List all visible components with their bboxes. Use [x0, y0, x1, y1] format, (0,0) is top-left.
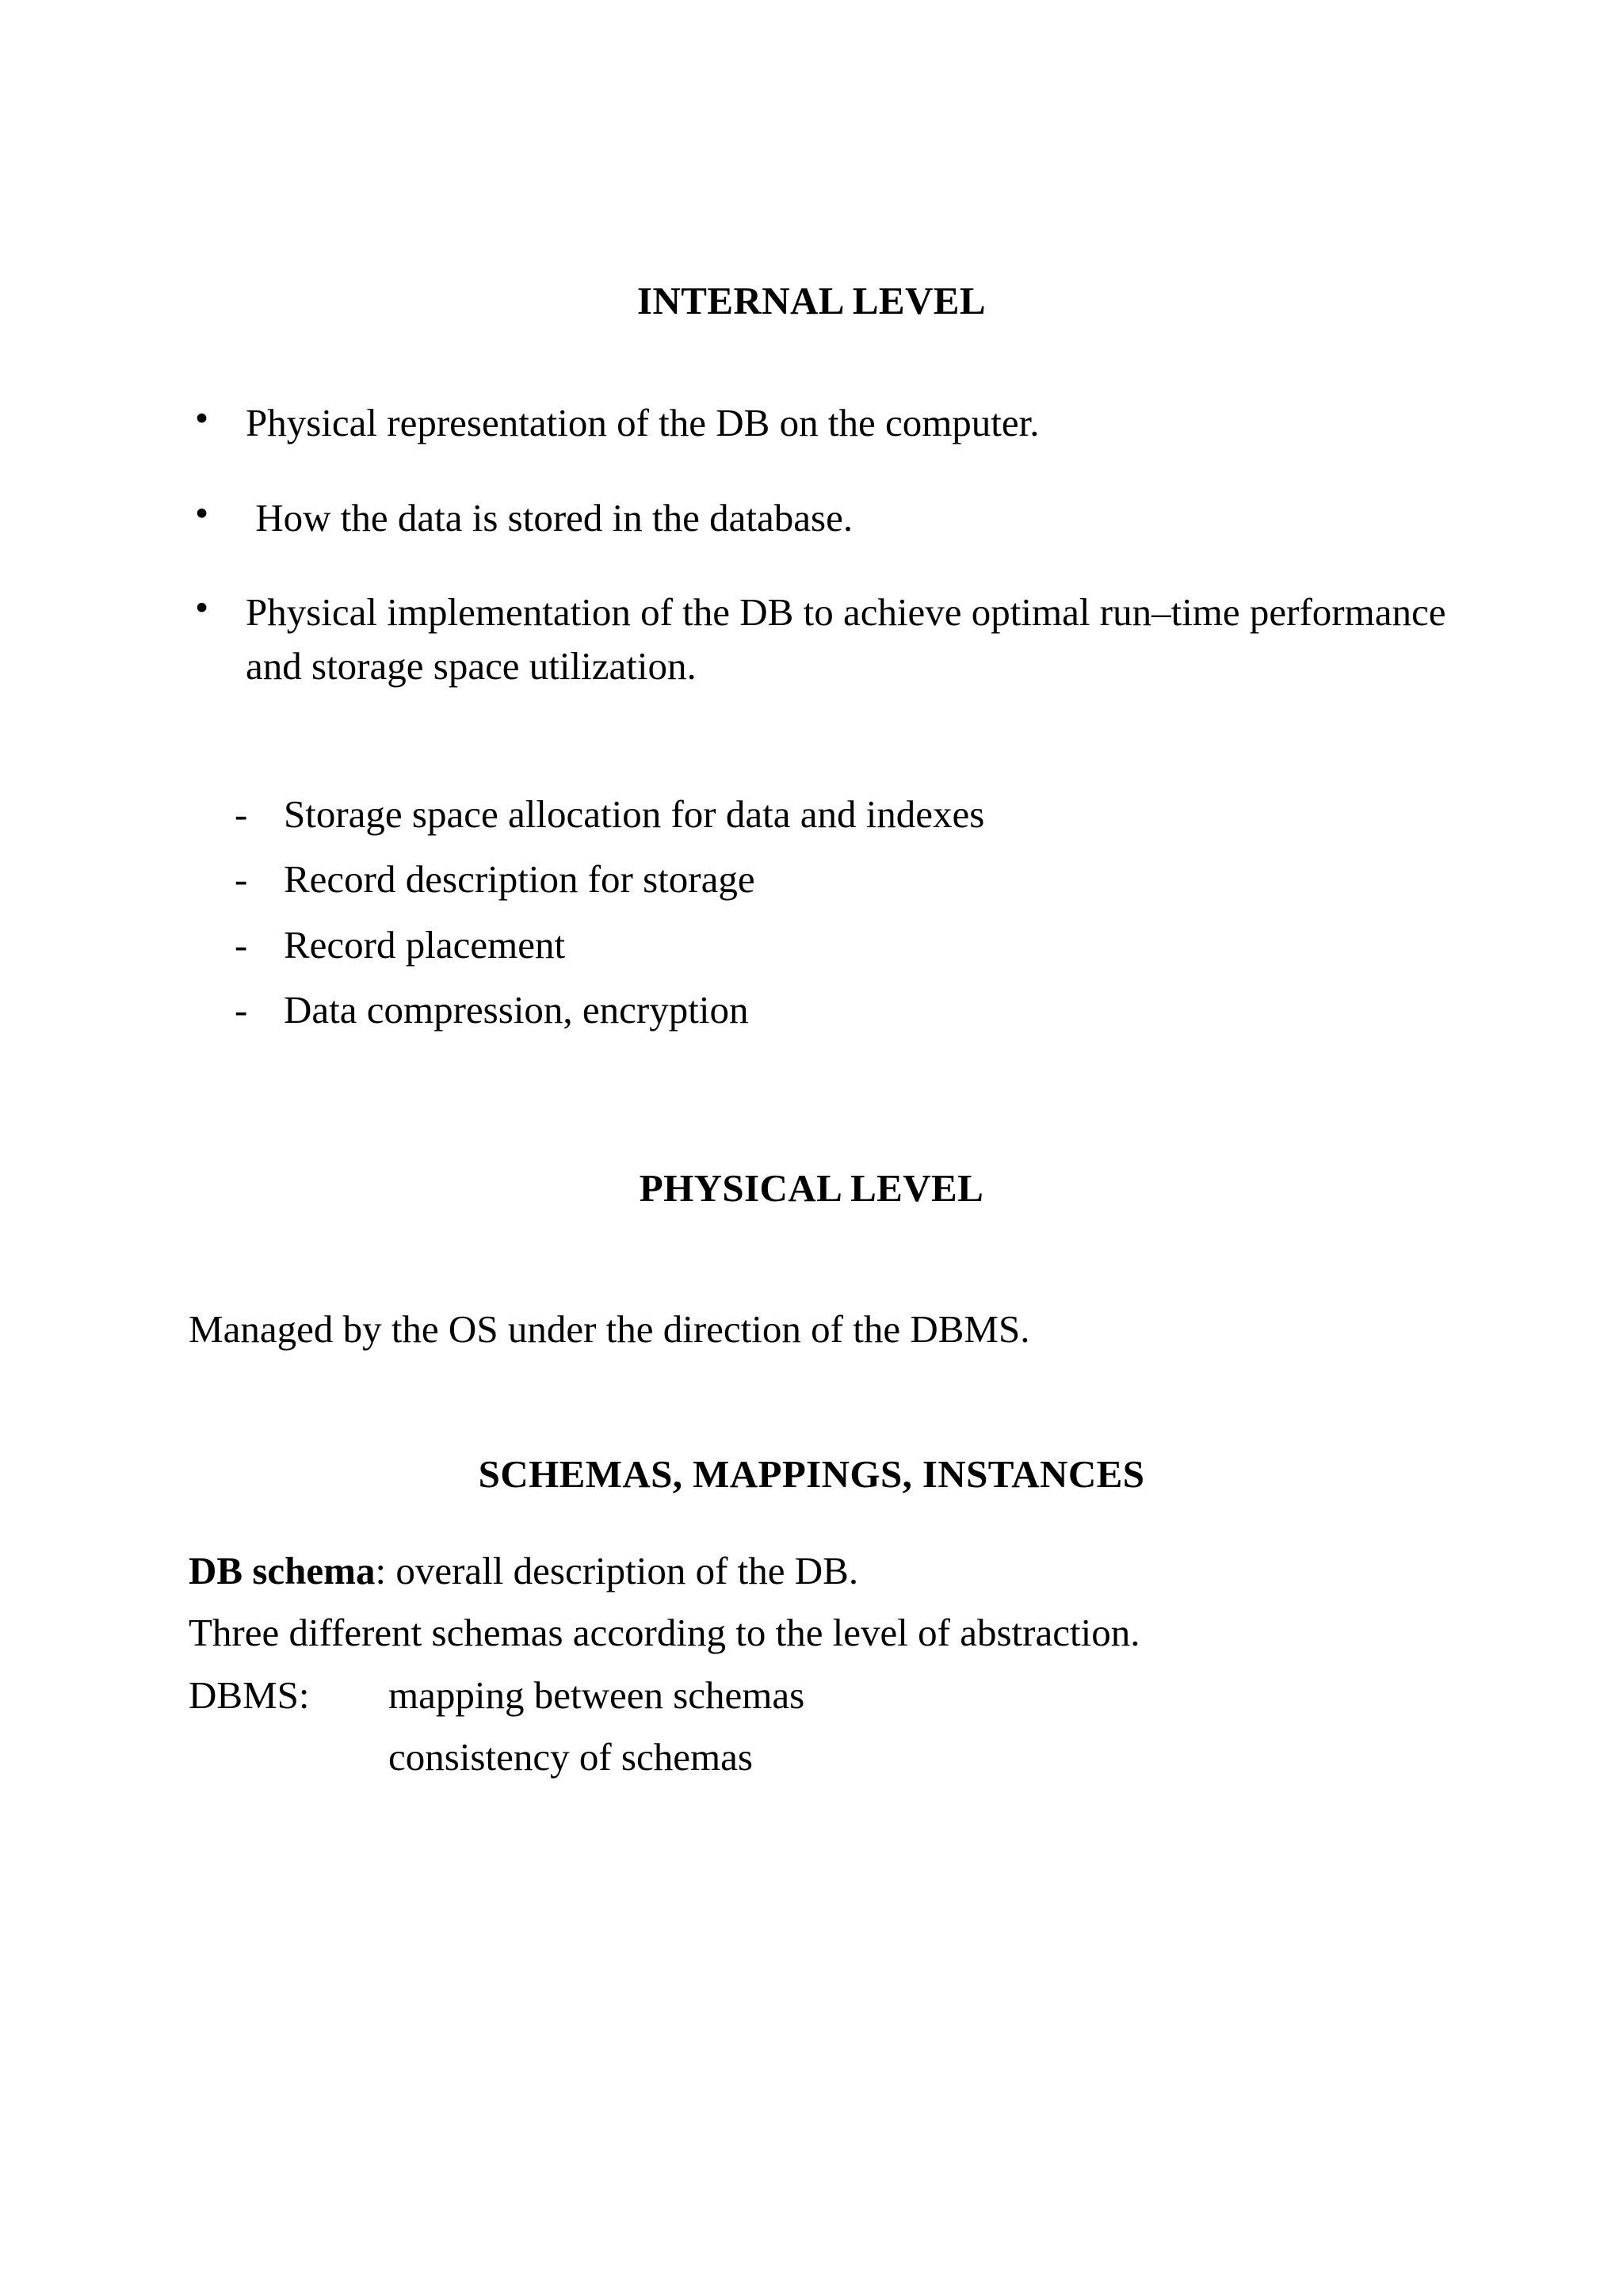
heading-internal-level: INTERNAL LEVEL — [637, 279, 986, 322]
sub-item-text: Data compression, encryption — [284, 988, 749, 1032]
bullet-marker-icon: • — [195, 396, 209, 440]
db-schema-term: DB schema — [189, 1549, 376, 1592]
dbms-items-list — [388, 1673, 1536, 1798]
dash-marker-icon: - — [235, 857, 248, 902]
sub-item-text: Storage space allocation for data and indexes — [284, 792, 985, 836]
sub-item-text: Record placement — [284, 922, 566, 967]
list-item — [235, 923, 1471, 967]
db-schema-definition: : overall description of the DB. — [375, 1549, 859, 1592]
list-item — [189, 585, 1488, 692]
heading-physical-level: PHYSICAL LEVEL — [639, 1166, 984, 1210]
list-item — [235, 988, 1471, 1032]
bullet-text: Physical implementation of the DB to achieve optimal run–time performance and storage space utilization. — [246, 590, 1456, 688]
list-item — [235, 792, 1471, 837]
schemas-section-body — [189, 1549, 1536, 1797]
list-item — [235, 857, 1471, 902]
internal-level-sub-list — [235, 792, 1471, 1053]
db-schema-definition-line — [189, 1549, 1536, 1593]
internal-level-bullet-list — [189, 396, 1488, 734]
list-item — [189, 396, 1488, 450]
dash-marker-icon: - — [235, 792, 248, 836]
dash-marker-icon: - — [235, 922, 248, 967]
bullet-text: How the data is stored in the database. — [246, 495, 854, 540]
list-item — [189, 491, 1488, 545]
physical-level-body — [189, 1307, 1488, 1352]
dash-marker-icon: - — [235, 988, 248, 1032]
sub-item-text: Record description for storage — [284, 857, 755, 902]
physical-level-paragraph: Managed by the OS under the direction of the DBMS. — [189, 1307, 1030, 1351]
dbms-item: consistency of schemas — [388, 1735, 753, 1779]
bullet-marker-icon: • — [195, 490, 209, 535]
bullet-marker-icon: • — [195, 585, 209, 630]
three-schemas-line: Three different schemas according to the level of abstraction. — [189, 1611, 1140, 1655]
dbms-responsibilities-row — [189, 1673, 1536, 1798]
bullet-text: Physical representation of the DB on the computer. — [246, 401, 1040, 444]
dbms-label: DBMS: — [189, 1672, 310, 1717]
heading-schemas-mappings-instances: SCHEMAS, MAPPINGS, INSTANCES — [478, 1452, 1145, 1496]
dbms-item: mapping between schemas — [388, 1672, 805, 1717]
